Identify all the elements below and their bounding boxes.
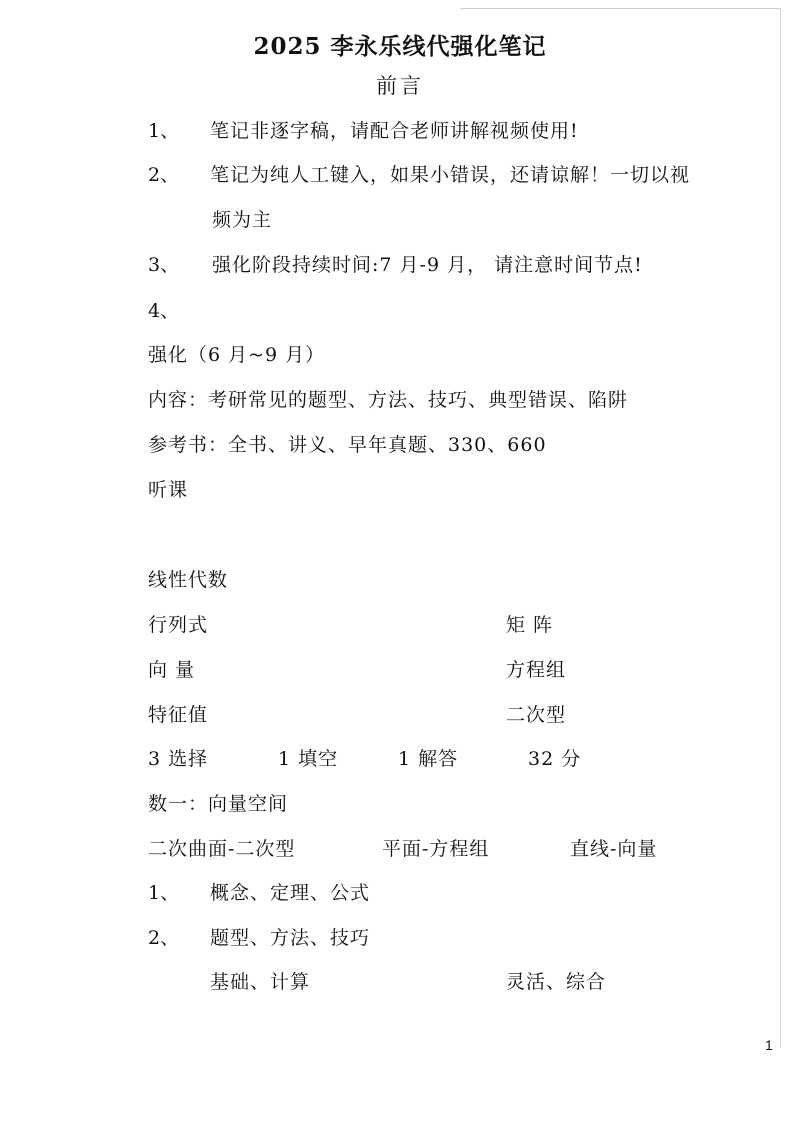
topic-row-1-right: 矩 阵 <box>506 614 554 636</box>
relation-plane: 平面-方程组 <box>382 838 490 860</box>
content-line: 内容：考研常见的题型、方法、技巧、典型错误、陷阱 <box>148 389 629 411</box>
section-heading-preface: 前言 <box>376 74 424 98</box>
exam-fill: 1 填空 <box>278 748 339 770</box>
scan-border-right <box>780 8 781 1048</box>
preface-item-1-text: 笔记非逐字稿，请配合老师讲解视频使用! <box>210 120 579 142</box>
stage-line: 强化（6 月~9 月） <box>148 344 326 366</box>
preface-item-3-number: 3、 <box>148 254 180 276</box>
topic-row-2-left: 向 量 <box>148 659 196 681</box>
topic-row-2-right: 方程组 <box>506 659 567 681</box>
level-advanced: 灵活、综合 <box>506 971 607 993</box>
point-2-number: 2、 <box>148 927 180 949</box>
page-title: 2025 李永乐线代强化笔记 <box>253 33 547 60</box>
listen-line: 听课 <box>148 479 189 501</box>
exam-score: 32 分 <box>528 748 582 770</box>
point-1-number: 1、 <box>148 882 180 904</box>
preface-item-3-text: 强化阶段持续时间:7 月-9 月， 请注意时间节点! <box>212 254 643 276</box>
page-number: 1 <box>765 1037 773 1053</box>
relation-surface: 二次曲面-二次型 <box>148 838 296 860</box>
topic-row-1-left: 行列式 <box>148 614 209 636</box>
preface-item-1-number: 1、 <box>148 120 180 142</box>
topic-row-3-left: 特征值 <box>148 704 209 726</box>
relation-line: 直线-向量 <box>570 838 658 860</box>
preface-item-4-number: 4、 <box>148 300 180 322</box>
exam-choice: 3 选择 <box>148 748 209 770</box>
reference-books-line: 参考书：全书、讲义、早年真题、330、660 <box>148 434 547 456</box>
point-1-text: 概念、定理、公式 <box>210 882 371 904</box>
topic-row-3-right: 二次型 <box>506 704 567 726</box>
preface-item-2-text: 笔记为纯人工键入，如果小错误，还请谅解！一切以视 <box>210 164 691 186</box>
level-basic: 基础、计算 <box>210 971 311 993</box>
math-one-line: 数一：向量空间 <box>148 793 289 815</box>
preface-item-2-continuation: 频为主 <box>212 209 273 231</box>
preface-item-2-number: 2、 <box>148 164 180 186</box>
point-2-text: 题型、方法、技巧 <box>210 927 371 949</box>
section-linear-algebra: 线性代数 <box>148 569 229 591</box>
exam-answer: 1 解答 <box>398 748 459 770</box>
scan-border-top <box>460 8 780 9</box>
